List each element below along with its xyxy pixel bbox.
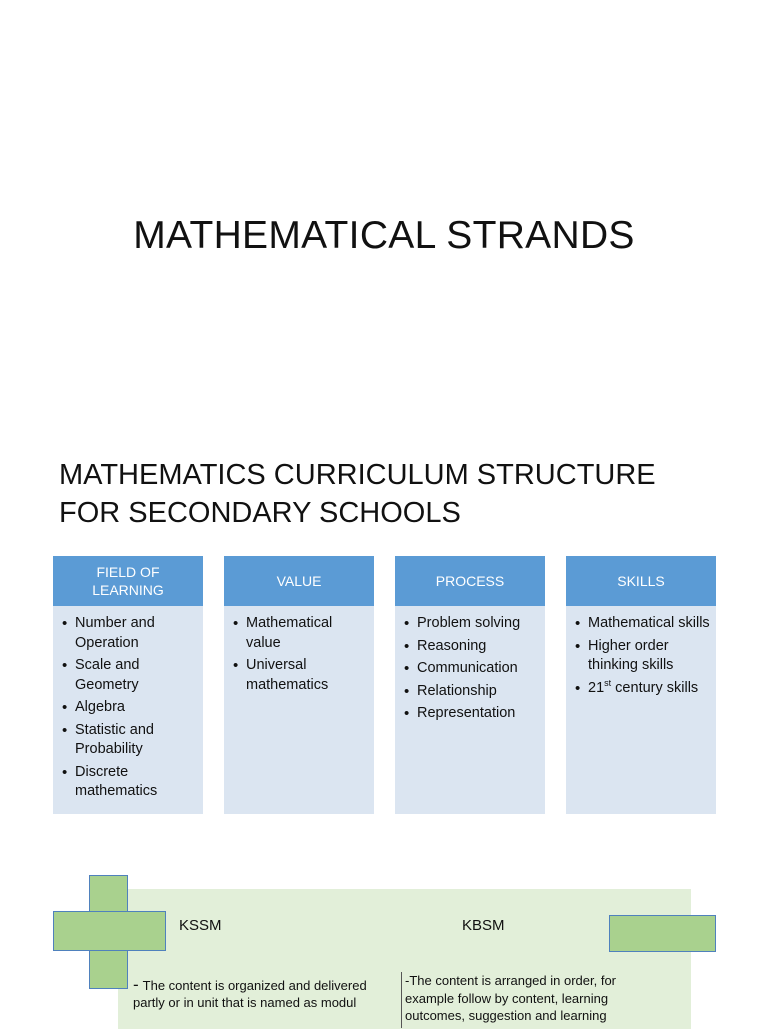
- list-item: • Statistic and Probability: [75, 721, 197, 760]
- minus-shape: [609, 915, 716, 952]
- list-item: • Representation: [417, 704, 539, 724]
- kssm-description-text: The content is organized and delivered partly or in unit that is named as modul: [133, 978, 367, 1010]
- list-item: • Algebra: [75, 698, 197, 718]
- column-header: PROCESS: [395, 556, 545, 606]
- slide-curriculum-structure: [0, 420, 768, 1024]
- list-item: • Number and Operation: [75, 614, 197, 653]
- ordinal-number: 21: [588, 679, 605, 696]
- curriculum-title: [59, 456, 656, 532]
- column-list: [53, 606, 203, 802]
- slide-title-text: MATHEMATICAL STRANDS: [133, 214, 635, 257]
- kssm-dash: -: [133, 975, 139, 994]
- column-header: VALUE: [224, 556, 374, 606]
- list-item: • Discrete mathematics: [75, 763, 197, 802]
- column-skills: [566, 556, 716, 814]
- list-item: • Mathematical skills: [588, 614, 710, 634]
- slide-title: [0, 0, 768, 420]
- kbsm-description: -The content is arranged in order, for example follow by content, learning outcomes, suggestion and learning: [405, 973, 617, 1023]
- column-header: FIELD OF LEARNING: [53, 556, 203, 606]
- column-list: [395, 606, 545, 724]
- list-item: • Higher order thinking skills: [588, 637, 710, 676]
- list-item: • Mathematical value: [246, 614, 368, 653]
- list-item: • Problem solving: [417, 614, 539, 634]
- kssm-description: [133, 976, 395, 1011]
- list-item-21st-century: [588, 679, 710, 699]
- kbsm-divider: [401, 972, 402, 1028]
- list-item: • Reasoning: [417, 637, 539, 657]
- column-list: [224, 606, 374, 695]
- ordinal-rest: century skills: [611, 679, 699, 696]
- list-item: • Scale and Geometry: [75, 656, 197, 695]
- kbsm-label: KBSM: [462, 917, 505, 934]
- list-item: • Relationship: [417, 682, 539, 702]
- column-process: [395, 556, 545, 814]
- column-header: SKILLS: [566, 556, 716, 606]
- column-field-of-learning: [53, 556, 203, 814]
- list-item: • Communication: [417, 659, 539, 679]
- kssm-label: KSSM: [179, 917, 222, 934]
- curriculum-title-line1: MATHEMATICS CURRICULUM STRUCTURE: [59, 459, 656, 491]
- plus-shape-center: [90, 912, 127, 950]
- list-item: • Universal mathematics: [246, 656, 368, 695]
- column-list: [566, 606, 716, 698]
- column-value: [224, 556, 374, 814]
- ordinal-suffix: st: [604, 677, 612, 688]
- curriculum-title-line2: FOR SECONDARY SCHOOLS: [59, 497, 461, 529]
